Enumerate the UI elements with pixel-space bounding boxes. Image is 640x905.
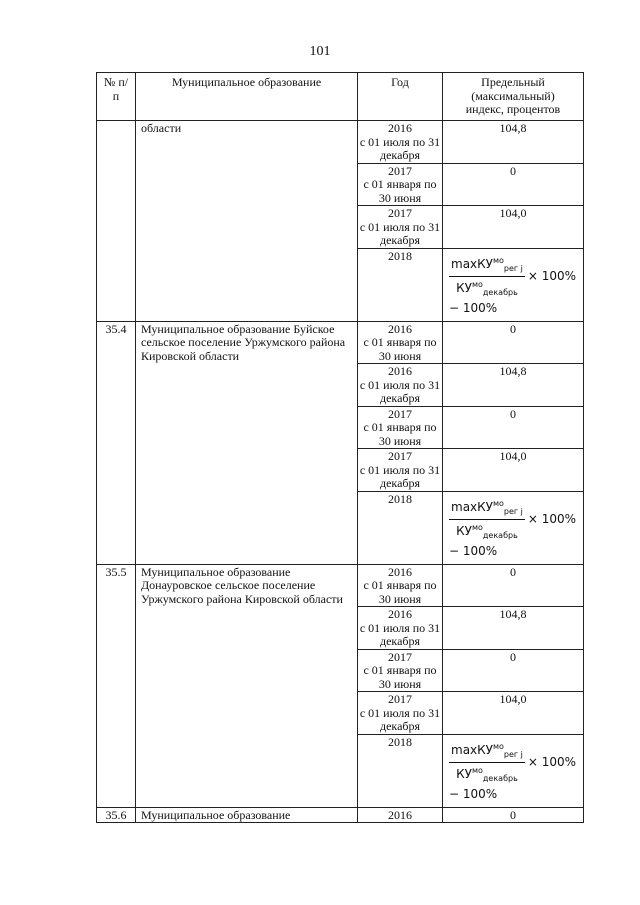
period-value: с 01 января по 30 июня bbox=[363, 177, 437, 205]
index-formula bbox=[443, 250, 583, 316]
index-value: 0 bbox=[443, 321, 584, 364]
header-municipality: Муниципальное образование bbox=[136, 73, 358, 121]
period-value: с 01 января по 30 июня bbox=[363, 578, 437, 606]
row-number: 35.5 bbox=[97, 564, 136, 807]
period-value: с 01 июля по 31 декабря bbox=[359, 134, 441, 162]
period-value: с 01 января по 30 июня bbox=[363, 420, 437, 448]
index-value: 104,0 bbox=[443, 449, 584, 492]
year-cell bbox=[358, 491, 443, 564]
index-value: 104,0 bbox=[443, 692, 584, 735]
formula-minus: − 100% bbox=[449, 786, 498, 801]
period-value: с 01 января по 30 июня bbox=[363, 663, 437, 691]
index-value bbox=[443, 734, 584, 807]
year-cell bbox=[358, 248, 443, 321]
period-value: с 01 июля по 31 декабря bbox=[359, 377, 441, 405]
municipality-name: Муниципальное образование Донауровское сельское поселение Уржумского района Кировской области bbox=[136, 564, 358, 807]
index-value bbox=[443, 491, 584, 564]
period-value: с 01 июля по 31 декабря bbox=[359, 219, 441, 247]
period-value: с 01 июля по 31 декабря bbox=[359, 705, 441, 733]
year-cell bbox=[358, 406, 443, 449]
year-value: 2016 bbox=[388, 807, 412, 822]
formula-numerator: maxКУ$^{мо}_{рег j}$ bbox=[449, 497, 525, 521]
year-value: 2017 bbox=[388, 692, 412, 706]
year-cell bbox=[358, 364, 443, 407]
row-number: 35.6 bbox=[97, 807, 136, 823]
year-cell bbox=[358, 564, 443, 607]
year-cell bbox=[358, 649, 443, 692]
year-value: 2018 bbox=[388, 491, 412, 506]
tariff-index-table bbox=[96, 72, 584, 823]
formula-denominator: $КУ^{мо}_{декабрь}$ bbox=[456, 766, 518, 783]
index-value: 0 bbox=[443, 406, 584, 449]
year-value: 2016 bbox=[388, 121, 412, 135]
year-cell bbox=[358, 321, 443, 364]
year-value: 2017 bbox=[388, 206, 412, 220]
header-index: Предельный (максимальный) индекс, процентов bbox=[443, 73, 584, 121]
year-value: 2017 bbox=[388, 406, 412, 421]
row-number bbox=[97, 121, 136, 322]
page-number: 101 bbox=[309, 44, 331, 59]
year-value: 2016 bbox=[388, 607, 412, 621]
formula-multiplier: × 100% bbox=[527, 268, 577, 283]
table-row bbox=[97, 321, 584, 364]
table-body bbox=[97, 121, 584, 823]
row-number: 35.4 bbox=[97, 321, 136, 564]
year-cell bbox=[358, 692, 443, 735]
formula-denominator: $КУ^{мо}_{декабрь}$ bbox=[456, 280, 518, 297]
year-value: 2016 bbox=[388, 364, 412, 378]
index-value: 0 bbox=[443, 807, 584, 823]
year-cell bbox=[358, 449, 443, 492]
formula-numerator: maxКУ$^{мо}_{рег j}$ bbox=[449, 254, 525, 278]
index-value: 0 bbox=[443, 163, 584, 206]
index-formula bbox=[443, 736, 583, 802]
year-value: 2017 bbox=[388, 449, 412, 463]
period-value: с 01 января по 30 июня bbox=[363, 335, 437, 363]
municipality-name: области bbox=[136, 121, 358, 322]
index-value: 0 bbox=[443, 564, 584, 607]
year-cell bbox=[358, 163, 443, 206]
header-year: Год bbox=[358, 73, 443, 121]
header-number: № п/п bbox=[97, 73, 136, 121]
index-value: 0 bbox=[443, 649, 584, 692]
table-row bbox=[97, 564, 584, 607]
period-value: с 01 июля по 31 декабря bbox=[359, 620, 441, 648]
formula-denominator: $КУ^{мо}_{декабрь}$ bbox=[456, 523, 518, 540]
year-value: 2018 bbox=[388, 248, 412, 263]
municipality-name: Муниципальное образование bbox=[136, 807, 358, 823]
formula-numerator: maxКУ$^{мо}_{рег j}$ bbox=[449, 740, 525, 764]
year-cell bbox=[358, 807, 443, 823]
index-value: 104,0 bbox=[443, 206, 584, 249]
year-cell bbox=[358, 206, 443, 249]
index-formula bbox=[443, 493, 583, 559]
year-cell bbox=[358, 607, 443, 650]
table-row bbox=[97, 121, 584, 164]
year-cell bbox=[358, 734, 443, 807]
formula-minus: − 100% bbox=[449, 300, 498, 315]
index-value bbox=[443, 248, 584, 321]
municipality-name: Муниципальное образование Буйское сельское поселение Уржумского района Кировской области bbox=[136, 321, 358, 564]
index-value: 104,8 bbox=[443, 607, 584, 650]
year-value: 2017 bbox=[388, 649, 412, 664]
formula-multiplier: × 100% bbox=[527, 754, 577, 769]
table-header-row bbox=[97, 73, 584, 121]
table-row bbox=[97, 807, 584, 823]
year-cell bbox=[358, 121, 443, 164]
formula-multiplier: × 100% bbox=[527, 511, 577, 526]
period-value: с 01 июля по 31 декабря bbox=[359, 462, 441, 490]
year-value: 2016 bbox=[388, 564, 412, 579]
year-value: 2016 bbox=[388, 321, 412, 336]
year-value: 2018 bbox=[388, 734, 412, 749]
year-value: 2017 bbox=[388, 163, 412, 178]
formula-minus: − 100% bbox=[449, 543, 498, 558]
index-value: 104,8 bbox=[443, 364, 584, 407]
index-value: 104,8 bbox=[443, 121, 584, 164]
